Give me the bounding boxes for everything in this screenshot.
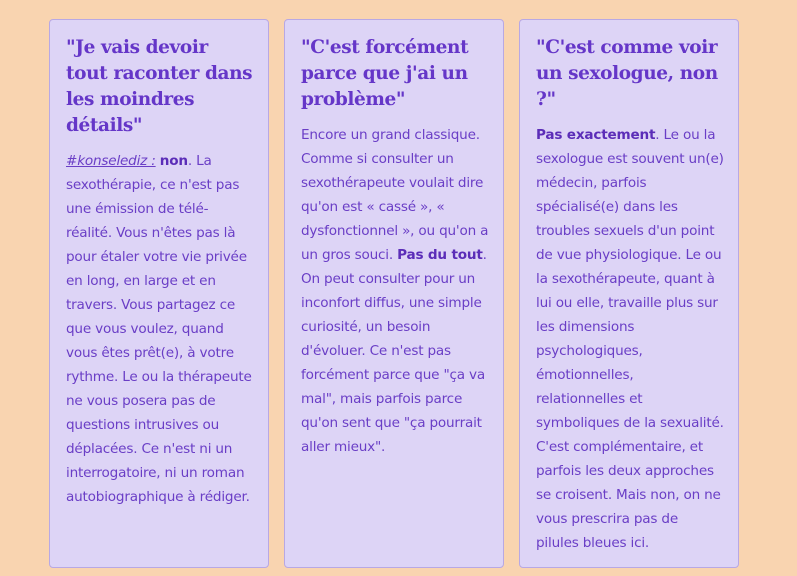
myth-card-sexologist: [519, 19, 739, 568]
card-emphasis: Pas du tout: [397, 247, 483, 263]
card-emphasis: non: [159, 153, 188, 169]
card-body-before: Encore un grand classique. Comme si consulter un sexothérapeute voulait dire qu'on est « cassé », « dysfonctionnel », ou qu'on a un gros souci.: [301, 127, 489, 263]
hashtag-link[interactable]: #konselediz :: [66, 153, 156, 169]
card-title: "C'est comme voir un sexologue, non ?": [536, 37, 718, 110]
myth-card-details: [49, 19, 269, 568]
myth-card-problem: [284, 19, 504, 568]
card-title: "C'est forcément parce que j'ai un problème": [301, 37, 469, 110]
card-emphasis: Pas exactement: [536, 127, 656, 143]
card-body: . Le ou la sexologue est souvent un(e) médecin, parfois spécialisé(e) dans les troubles sexuels d'un point de vue physiologique. Le ou la sexothérapeute, quant à lui ou elle, travaille plus sur les dimensions psychologiques, émotionnelles, relationnelles et symboliques de la sexualité. C'est complémentaire, et parfois les deux approches se croisent. Mais non, on ne vous prescrira pas de pilules bleues ici.: [536, 127, 724, 551]
myth-cards: [49, 19, 739, 568]
card-text: [301, 123, 489, 459]
card-text: [66, 149, 254, 509]
card-title: "Je vais devoir tout raconter dans les moindres détails": [66, 37, 253, 136]
card-body-after: . On peut consulter pour un inconfort diffus, une simple curiosité, un besoin d'évoluer. Ce n'est pas forcément parce que "ça va mal", mais parfois parce qu'on sent que "ça pourrait aller mieux".: [301, 247, 487, 455]
card-body: . La sexothérapie, ce n'est pas une émission de télé-réalité. Vous n'êtes pas là pour étaler votre vie privée en long, en large et en travers. Vous partagez ce que vous voulez, quand vous êtes prêt(e), à votre rythme. Le ou la thérapeute ne vous posera pas de questions intrusives ou déplacées. Ce n'est ni un interrogatoire, ni un roman autobiographique à rédiger.: [66, 153, 252, 505]
card-text: [536, 123, 724, 555]
